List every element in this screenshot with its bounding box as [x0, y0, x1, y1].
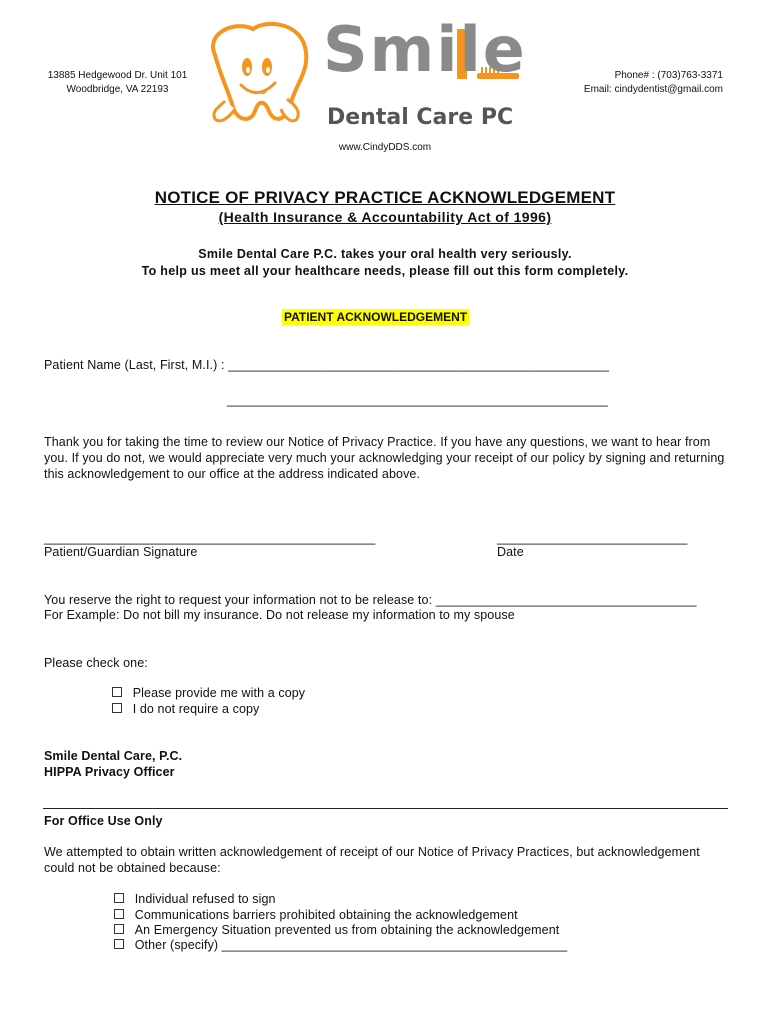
- barriers-label: Communications barriers prohibited obtaining the acknowledgement: [134, 908, 518, 922]
- address-line-1: 13885 Hedgewood Dr. Unit 101: [47, 70, 188, 81]
- office-use-divider: [43, 808, 728, 809]
- emergency-label: An Emergency Situation prevented us from obtaining the acknowledgement: [134, 923, 560, 937]
- acknowledgement-paragraph: Thank you for taking the time to review our Notice of Privacy Practice. If you have any questions, we want to hear from you. If you do not, we would appreciate very much your acknowledging your receipt of our policy by signing and returning this acknowledgement to our office at the address indicated above.: [44, 435, 725, 481]
- patient-name-field[interactable]: ______________________________________________________: [228, 358, 609, 372]
- office-option-row: [114, 937, 567, 953]
- date-label: Date: [497, 545, 524, 559]
- patient-name-row: [44, 357, 609, 373]
- office-address: [40, 69, 195, 97]
- address-line-2: Woodbridge, VA 22193: [66, 84, 169, 95]
- restriction-label: You reserve the right to request your information not to be release to:: [44, 593, 436, 607]
- patient-name-label: Patient Name (Last, First, M.I.) :: [44, 358, 229, 372]
- page-title: NOTICE OF PRIVACY PRACTICE ACKNOWLEDGEMENT: [154, 188, 616, 207]
- signoff-practice-name: Smile Dental Care, P.C.: [44, 749, 183, 763]
- smile-dental-logo: [195, 15, 535, 135]
- check-one-label: Please check one:: [44, 656, 148, 670]
- signoff-officer-title: HIPPA Privacy Officer: [44, 765, 175, 779]
- provide-copy-checkbox[interactable]: [112, 687, 122, 697]
- intro-line-2: To help us meet all your healthcare needs, please fill out this form completely.: [141, 264, 629, 278]
- patient-name-field-line-2[interactable]: ______________________________________________________: [227, 393, 608, 407]
- restriction-row: [44, 592, 697, 608]
- no-copy-checkbox[interactable]: [112, 703, 122, 713]
- office-contact: [560, 69, 723, 97]
- provide-copy-label: Please provide me with a copy: [132, 686, 306, 700]
- copy-option-row: [112, 685, 305, 701]
- restriction-field[interactable]: _____________________________________: [435, 593, 697, 607]
- email-address: Email: cindydentist@gmail.com: [583, 84, 723, 95]
- refused-label: Individual refused to sign: [134, 892, 276, 906]
- signature-label: Patient/Guardian Signature: [44, 545, 198, 559]
- other-checkbox[interactable]: [114, 939, 124, 949]
- office-option-row: [114, 922, 559, 938]
- office-use-heading: For Office Use Only: [44, 814, 163, 828]
- section-heading-patient-acknowledgement: PATIENT ACKNOWLEDGEMENT: [284, 310, 468, 324]
- refused-checkbox[interactable]: [114, 893, 124, 903]
- intro-line-1: Smile Dental Care P.C. takes your oral health very seriously.: [198, 247, 572, 261]
- date-field[interactable]: ___________________________: [497, 531, 688, 545]
- phone-number: Phone# : (703)763-3371: [614, 70, 723, 81]
- office-use-text: We attempted to obtain written acknowledgement of receipt of our Notice of Privacy Practices, but acknowledgement could not be obtained because:: [44, 845, 700, 875]
- no-copy-option-row: [112, 701, 259, 717]
- barriers-checkbox[interactable]: [114, 909, 124, 919]
- restriction-example: For Example: Do not bill my insurance. Do not release my information to my spouse: [44, 608, 515, 622]
- no-copy-label: I do not require a copy: [132, 702, 260, 716]
- emergency-checkbox[interactable]: [114, 924, 124, 934]
- office-option-row: [114, 907, 518, 923]
- logo-wordmark: Smile: [323, 13, 527, 86]
- office-option-row: [114, 891, 276, 907]
- logo-subtitle: Dental Care PC: [327, 105, 514, 130]
- website-url: www.CindyDDS.com: [338, 142, 432, 153]
- signature-field[interactable]: _______________________________________________: [44, 531, 376, 545]
- other-label[interactable]: Other (specify) _________________________________________________: [134, 938, 568, 952]
- page-subtitle: (Health Insurance & Accountability Act of 1996): [218, 209, 552, 225]
